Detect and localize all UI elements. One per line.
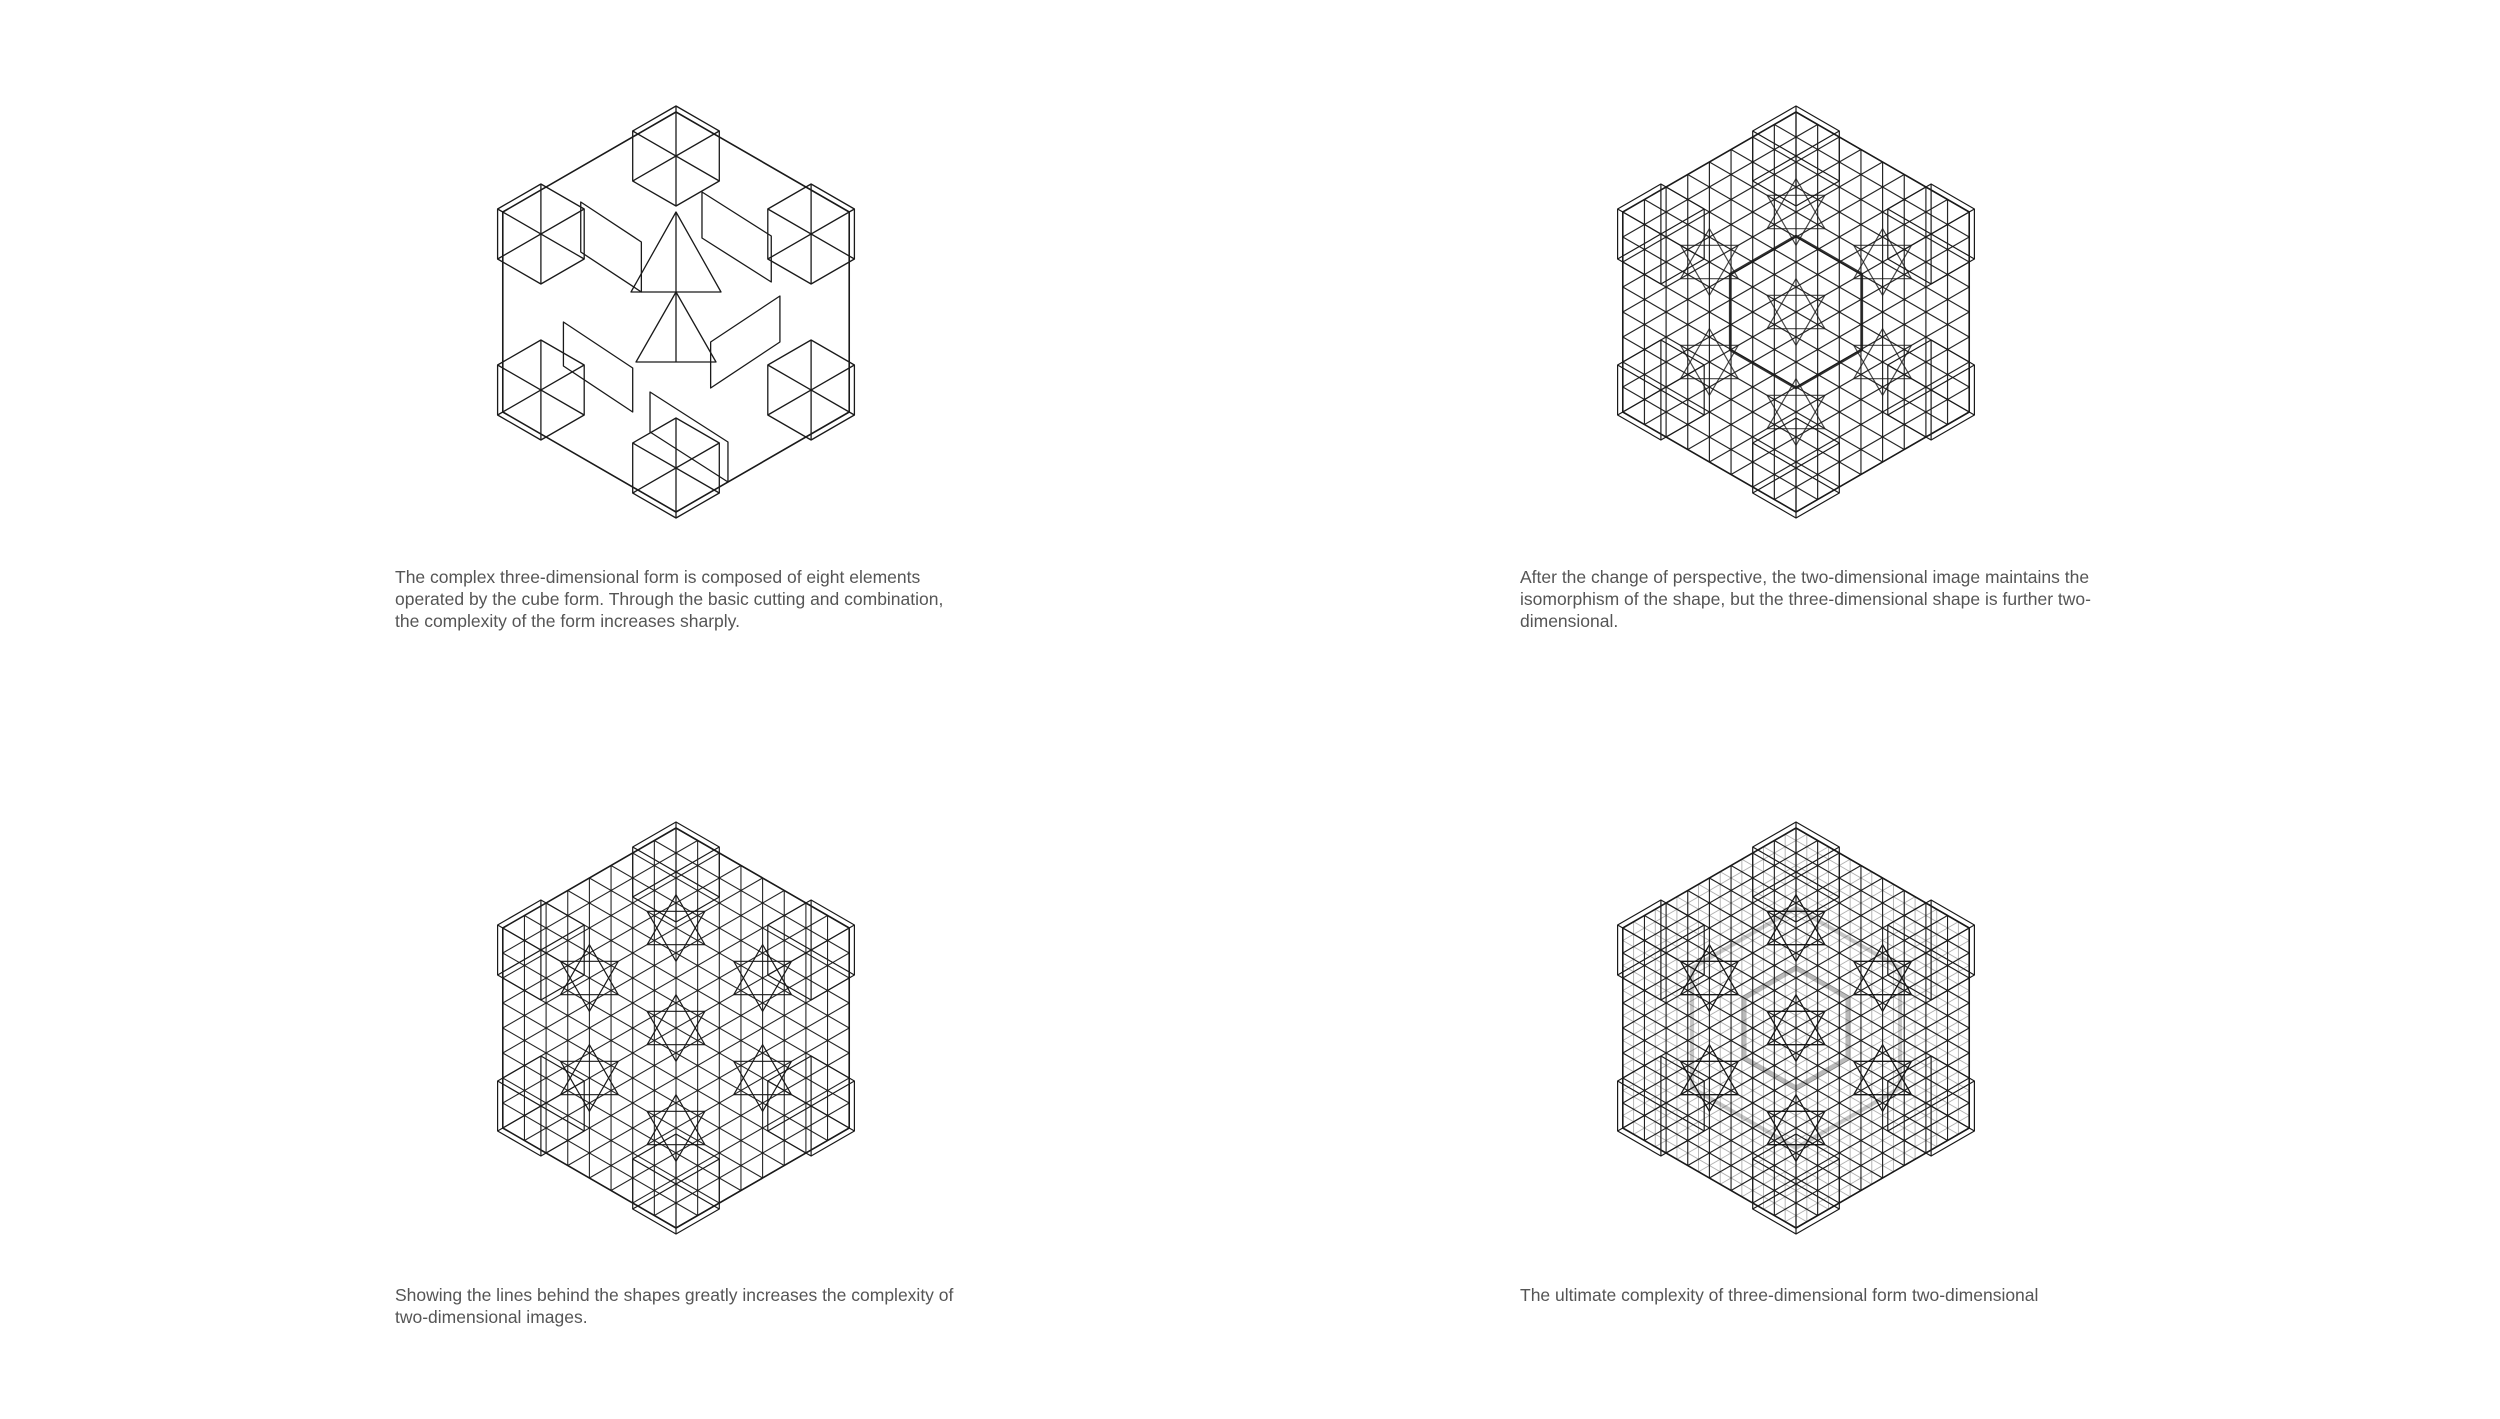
isometric-figure-ultimate [1586,808,2006,1248]
grid-line [568,1003,849,1166]
cut-band [702,192,771,282]
grid-line [1699,884,1970,1040]
isometric-figure-cut-form [466,92,886,532]
grid-line [1623,387,1818,500]
grid-line [1742,1066,1969,1197]
isometric-figure-perspective [1586,92,2006,532]
cut-band [650,392,728,482]
caption-line: Showing the lines behind the shapes greatly increases the complexity of [395,1285,954,1305]
grid-line [611,866,849,1004]
grid-line [568,891,849,1054]
grid-line [1623,1066,1850,1197]
caption-line: the complexity of the form increases sharply. [395,611,740,631]
grid-line [1774,387,1969,500]
caption-line: operated by the cube form. Through the basic cutting and combination, [395,589,944,609]
grid-line [503,891,784,1054]
grid-line [503,866,741,1004]
caption-line: After the change of perspective, the two-dimensional image maintains the [1520,567,2090,587]
caption-ultimate [1520,1284,2120,1306]
cut-band [581,202,642,292]
grid-line [611,1053,849,1191]
cut-band [711,296,780,388]
isometric-figure-hidden-lines [466,808,886,1248]
caption-line: isomorphism of the shape, but the three-dimensional shape is further two- [1520,589,2091,609]
grid-line [1742,859,1969,990]
cut-band [563,322,632,412]
caption-form-cut [395,566,995,632]
grid-line [503,841,698,954]
caption-hidden-lines [395,1284,995,1328]
caption-line: The ultimate complexity of three-dimensional form two-dimensional [1520,1285,2039,1305]
grid-line [1623,884,1894,1040]
grid-line [503,1103,698,1216]
grid-line [1623,1016,1894,1172]
grid-line [1623,125,1818,238]
grid-line [503,1003,784,1166]
grid-line [654,1103,849,1216]
grid-line [503,1053,741,1191]
grid-line [1699,1016,1970,1172]
caption-line: The complex three-dimensional form is composed of eight elements [395,567,921,587]
grid-line [1623,859,1850,990]
caption-perspective [1520,566,2120,632]
grid-line [654,841,849,954]
grid-line [1774,125,1969,238]
caption-line: dimensional. [1520,611,1619,631]
caption-line: two-dimensional images. [395,1307,588,1327]
